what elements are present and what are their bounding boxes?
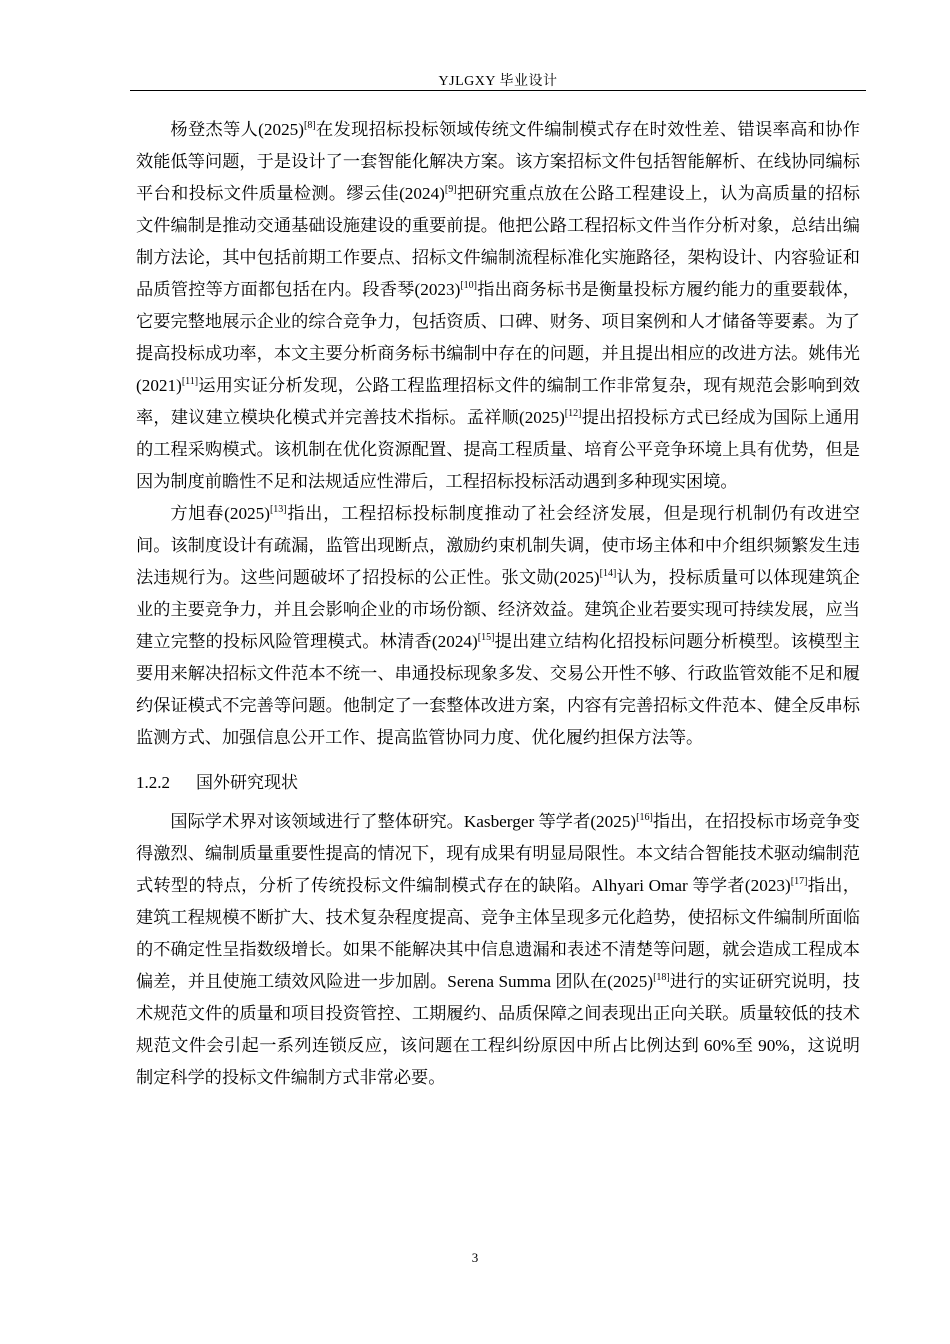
paragraph-3: [136, 806, 860, 1094]
section-title: 国外研究现状: [196, 773, 298, 792]
citation-ref: [15]: [477, 632, 495, 643]
paragraph-text: 指出，建筑工程规模不断扩大、技术复杂程度提高、竞争主体呈现多元化趋势，使招标文件编制所面临的不确定性呈指数级增长。如果不能解决其中信息遗漏和表述不清楚等问题，就会造成工程成本偏差，并且使施工绩效风险进一步加剧。Serena Summa 团队在(2025): [136, 876, 860, 991]
page-number: 3: [471, 1250, 479, 1265]
citation-ref: [8]: [304, 120, 316, 131]
paragraph-text: 提出建立结构化招投标问题分析模型。该模型主要用来解决招标文件范本不统一、串通投标现象多发、交易公开性不够、行政监管效能不足和履约保证模式不完善等问题。他制定了一套整体改进方案，内容有完善招标文件范本、健全反串标监测方式、加强信息公开工作、提高监管协同力度、优化履约担保方法等。: [136, 632, 860, 747]
paragraph-text: 提出招投标方式已经成为国际上通用的工程采购模式。该机制在优化资源配置、提高工程质量、培育公平竞争环境上具有优势，但是因为制度前瞻性不足和法规适应性滞后，工程招标投标活动遇到多种现实困境。: [136, 408, 860, 491]
paragraph-text: 方旭春(2025): [170, 504, 270, 523]
document-body: [136, 114, 860, 1094]
page-header: YJLGXY 毕业设计: [438, 74, 558, 89]
citation-ref: [13]: [269, 504, 287, 515]
section-heading: [136, 766, 860, 800]
paragraph-text: 杨登杰等人(2025): [170, 120, 305, 139]
citation-ref: [18]: [653, 972, 670, 983]
paragraph-text: 指出，在招投标市场竞争变得激烈、编制质量重要性提高的情况下，现有成果有明显局限性。本文结合智能技术驱动编制范式转型的特点，分析了传统投标文件编制模式存在的缺陷。Alhyari Omar 等学者(2023): [136, 812, 860, 895]
citation-ref: [9]: [444, 184, 457, 195]
paragraph-text: 认为，投标质量可以体现建筑企业的主要竞争力，并且会影响企业的市场份额、经济效益。建筑企业若要实现可持续发展，应当建立完整的投标风险管理模式。林清香(2024): [136, 568, 860, 651]
paragraph-2: [136, 498, 860, 754]
paragraph-text: 把研究重点放在公路工程建设上，认为高质量的招标文件编制是推动交通基础设施建设的重要前提。他把公路工程招标文件当作分析对象，总结出编制方法论，其中包括前期工作要点、招标文件编制流程标准化实施路径，架构设计、内容验证和品质管控等方面都包括在内。段香琴(2023): [136, 184, 860, 299]
citation-ref: [12]: [564, 408, 582, 419]
citation-ref: [16]: [636, 812, 653, 823]
citation-ref: [14]: [599, 568, 617, 579]
paragraph-text: 国际学术界对该领域进行了整体研究。Kasberger 等学者(2025): [170, 812, 637, 831]
paragraph-text: 进行的实证研究说明，技术规范文件的质量和项目投资管控、工期履约、品质保障之间表现出正向关联。质量较低的技术规范文件会引起一系列连锁反应，该问题在工程纠纷原因中所占比例达到 60%至 90%，这说明制定科学的投标文件编制方式非常必要。: [136, 972, 860, 1087]
paragraph-text: 指出商务标书是衡量投标方履约能力的重要载体，它要完整地展示企业的综合竞争力，包括资质、口碑、财务、项目案例和人才储备等要素。为了提高投标成功率，本文主要分析商务标书编制中存在的问题，并且提出相应的改进方法。姚伟光(2021): [136, 280, 860, 395]
paragraph-text: 运用实证分析发现，公路工程监理招标文件的编制工作非常复杂，现有规范会影响到效率，建议建立模块化模式并完善技术指标。孟祥顺(2025): [136, 376, 860, 427]
paragraph-text: 指出，工程招标投标制度推动了社会经济发展，但是现行机制仍有改进空间。该制度设计有疏漏，监管出现断点，激励约束机制失调，使市场主体和中介组织频繁发生违法违规行为。这些问题破坏了招投标的公正性。张文勋(2025): [136, 504, 860, 587]
header-divider: [130, 90, 866, 91]
paragraph-1: [136, 114, 860, 498]
paragraph-text: 在发现招标投标领域传统文件编制模式存在时效性差、错误率高和协作效能低等问题，于是设计了一套智能化解决方案。该方案招标文件包括智能解析、在线协同编标平台和投标文件质量检测。缪云佳(2024): [136, 120, 860, 203]
section-number: 1.2.2: [136, 773, 170, 792]
citation-ref: [10]: [460, 280, 478, 291]
citation-ref: [17]: [790, 876, 808, 887]
citation-ref: [11]: [181, 376, 199, 387]
